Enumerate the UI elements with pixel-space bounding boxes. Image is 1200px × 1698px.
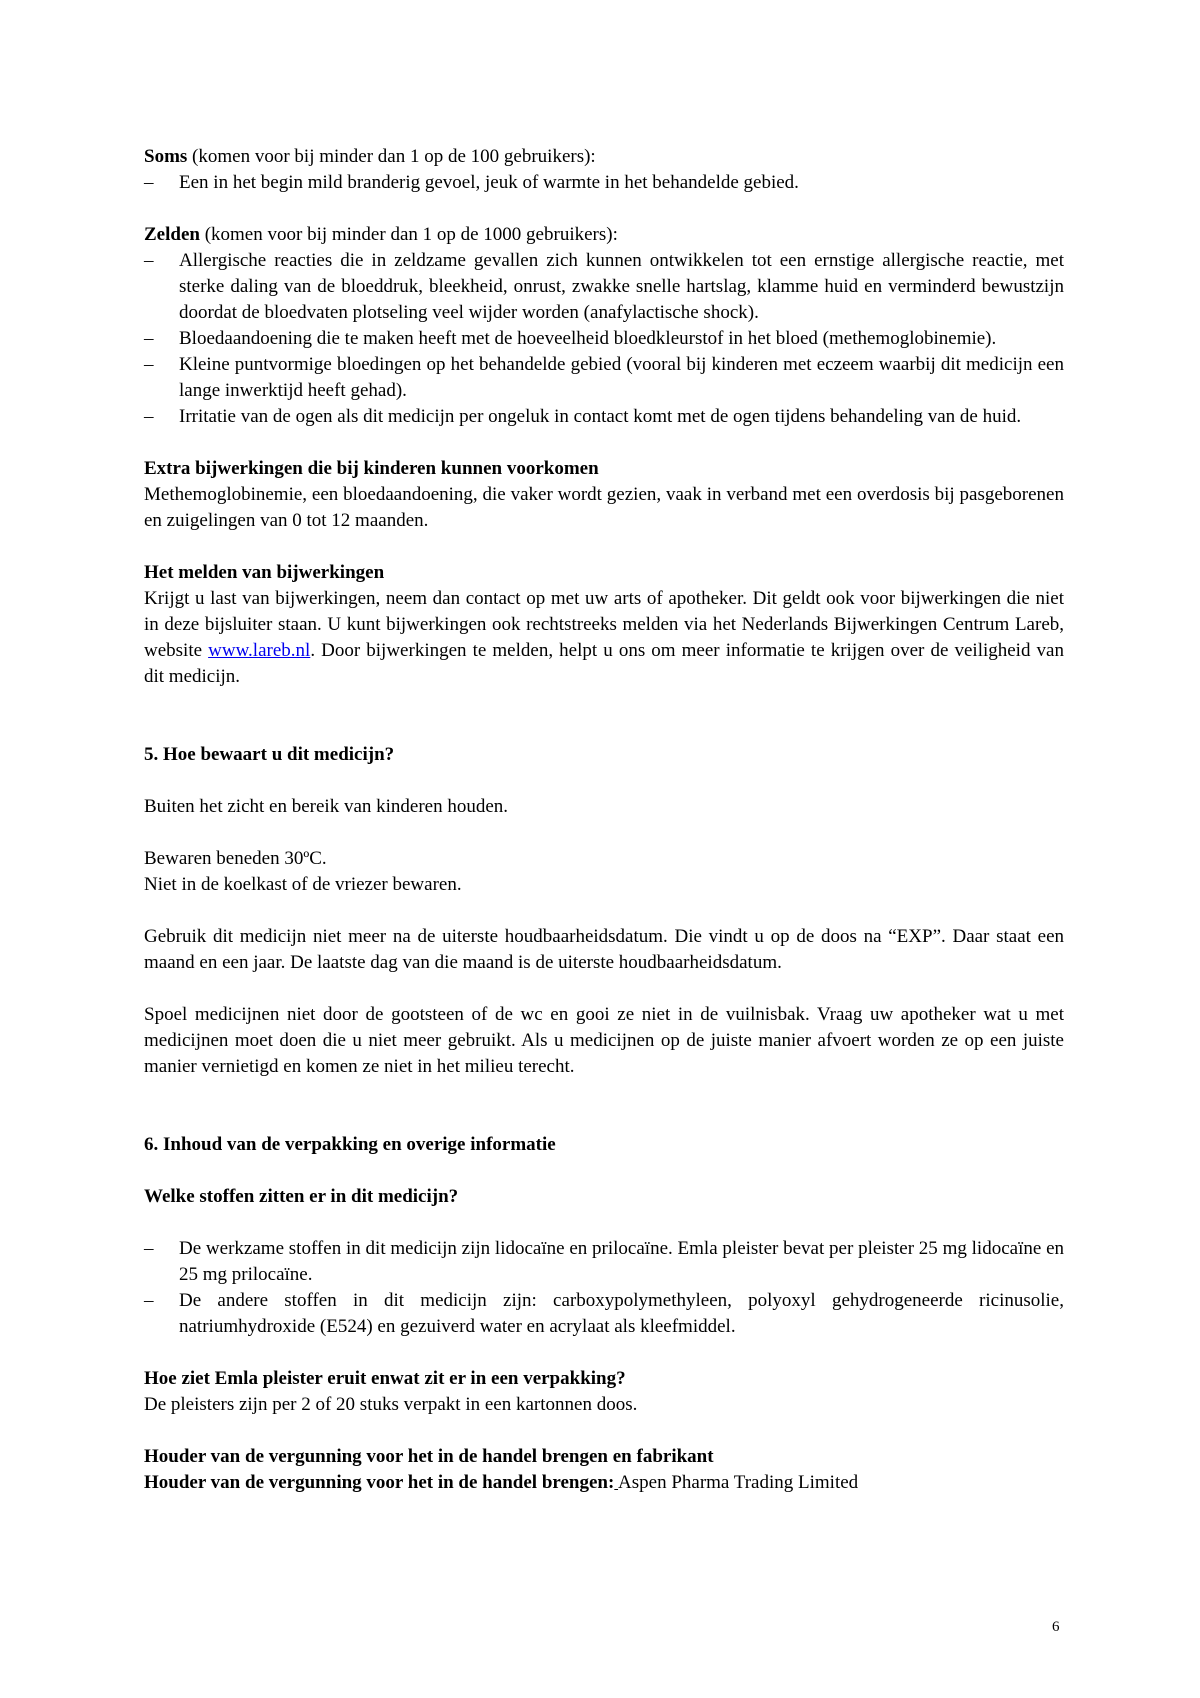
list-item: – De andere stoffen in dit medicijn zijn: carboxypolymethyleen, polyoxyl gehydrogeneerde ricinusolie, natriumhydroxide (E524) en gezuiverd water en acrylaat als kleefmiddel. (144, 1288, 1064, 1340)
section5-p2a: Bewaren beneden 30ºC. (144, 848, 327, 869)
lareb-link[interactable]: www.lareb.nl (208, 640, 311, 661)
section6-verpakking: De pleisters zijn per 2 of 20 stuks verpakt in een kartonnen doos. (144, 1394, 638, 1415)
soms-list (144, 170, 1064, 196)
kinderen-heading: Extra bijwerkingen die bij kinderen kunnen voorkomen (144, 458, 599, 479)
kinderen-text: Methemoglobinemie, een bloedaandoening, die vaker wordt gezien, vaak in verband met een overdosis bij pasgeborenen en zuigelingen van 0 tot 12 maanden. (144, 484, 1064, 531)
list-item: – Irritatie van de ogen als dit medicijn per ongeluk in contact komt met de ogen tijdens behandeling van de huid. (144, 404, 1064, 430)
page-content (144, 144, 1064, 1496)
list-item: – Een in het begin mild branderig gevoel, jeuk of warmte in het behandelde gebied. (144, 170, 1064, 196)
section5-p2b: Niet in de koelkast of de vriezer bewaren. (144, 874, 462, 895)
zelden-list (144, 248, 1064, 430)
zelden-title: Zelden (144, 224, 200, 245)
holder-line (144, 1470, 1064, 1496)
section6-sub1: Welke stoffen zitten er in dit medicijn? (144, 1186, 459, 1207)
section6-sub2: Hoe ziet Emla pleister eruit enwat zit er in een verpakking? (144, 1368, 626, 1389)
section5-p3: Gebruik dit medicijn niet meer na de uiterste houdbaarheidsdatum. Die vindt u op de doos na “EXP”. Daar staat een maand en een jaar. De laatste dag van die maand is de uiterste houdbaarheidsdatum. (144, 926, 1064, 973)
melden-text: Krijgt u last van bijwerkingen, neem dan contact op met uw arts of apotheker. Dit geldt ook voor bijwerkingen die niet in deze bijsluiter staan. U kunt bijwerkingen ook rechtstreeks melden via het Nederlands Bijwerkingen Centrum Lareb, website www.lareb.nl. Door bijwerkingen te melden, helpt u ons om meer informatie te krijgen over de veiligheid van dit medicijn. (144, 588, 1064, 687)
melden-heading: Het melden van bijwerkingen (144, 562, 385, 583)
soms-title: Soms (144, 146, 188, 167)
zelden-note: (komen voor bij minder dan 1 op de 1000 gebruikers): (199, 224, 618, 245)
section6-sub3: Houder van de vergunning voor het in de handel brengen en fabrikant (144, 1446, 714, 1467)
page-number: 6 (1052, 1619, 1060, 1635)
section5-p1: Buiten het zicht en bereik van kinderen houden. (144, 796, 509, 817)
zelden-intro (144, 222, 1064, 248)
section5-heading: 5. Hoe bewaart u dit medicijn? (144, 744, 395, 765)
soms-note: (komen voor bij minder dan 1 op de 100 gebruikers): (187, 146, 596, 167)
ingredients-list (144, 1236, 1064, 1340)
soms-intro (144, 144, 1064, 170)
list-item: – De werkzame stoffen in dit medicijn zijn lidocaïne en prilocaïne. Emla pleister bevat per pleister 25 mg lidocaïne en 25 mg prilocaïne. (144, 1236, 1064, 1288)
section6-heading: 6. Inhoud van de verpakking en overige informatie (144, 1134, 556, 1155)
holder-value: Aspen Pharma Trading Limited (618, 1472, 859, 1493)
list-item: – Kleine puntvormige bloedingen op het behandelde gebied (vooral bij kinderen met eczeem waarbij dit medicijn een lange inwerktijd heeft gehad). (144, 352, 1064, 404)
list-item: – Allergische reacties die in zeldzame gevallen zich kunnen ontwikkelen tot een ernstige allergische reactie, met sterke daling van de bloeddruk, bleekheid, onrust, zwakke snelle hartslag, klamme huid en verminderd bewustzijn doordat de bloedvaten plotseling veel wijder worden (anafylactische shock). (144, 248, 1064, 326)
list-item: – Bloedaandoening die te maken heeft met de hoeveelheid bloedkleurstof in het bloed (methemoglobinemie). (144, 326, 1064, 352)
holder-label: Houder van de vergunning voor het in de handel brengen: (144, 1472, 615, 1493)
section5-p4: Spoel medicijnen niet door de gootsteen of de wc en gooi ze niet in de vuilnisbak. Vraag uw apotheker wat u met medicijnen moet doen die u niet meer gebruikt. Als u medicijnen op de juiste manier afvoert worden ze op een juiste manier vernietigd en komen ze niet in het milieu terecht. (144, 1004, 1064, 1077)
